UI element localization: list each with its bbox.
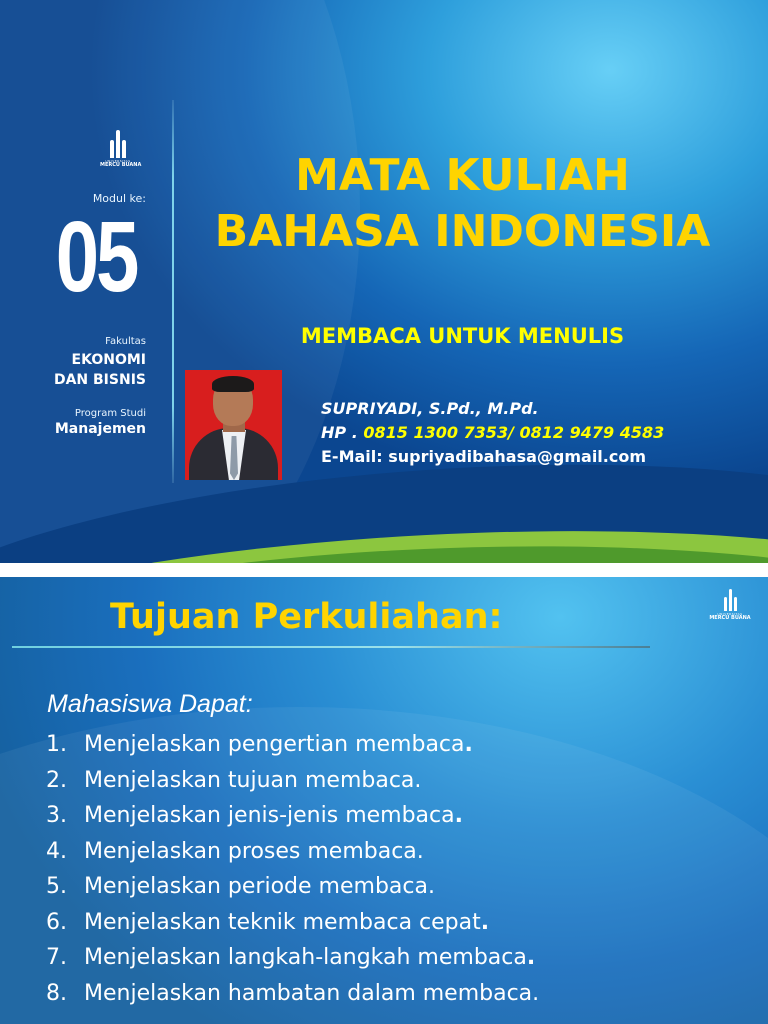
title-underline	[12, 646, 650, 648]
list-item-number: 7.	[46, 945, 67, 971]
list-item-end: .	[480, 909, 490, 935]
author-name: SUPRIYADI, S.Pd., M.Pd.	[321, 399, 539, 418]
list-item	[46, 869, 539, 905]
list-item-text: Menjelaskan jenis-jenis membaca	[84, 803, 455, 829]
objectives-list	[46, 727, 539, 1011]
logo-name: MERCU BUANA	[100, 162, 142, 169]
fakultas-label: Fakultas	[105, 336, 146, 347]
list-item-number: 2.	[46, 767, 67, 793]
list-item-end: .	[454, 803, 463, 829]
module-subtitle: MEMBACA UNTUK MENULIS	[300, 324, 625, 348]
objectives-slide	[0, 577, 768, 1024]
logo-small-text: UNIVERSITAS	[105, 159, 131, 163]
fakultas-name-line1: EKONOMI	[71, 352, 146, 368]
course-title-line1: MATA KULIAH	[295, 150, 630, 201]
list-item-end: .	[526, 945, 536, 971]
modul-number: 05	[55, 201, 137, 313]
program-label: Program Studi	[74, 408, 146, 419]
list-item-number: 1.	[46, 732, 67, 758]
list-item-text: Menjelaskan langkah-langkah membaca	[84, 945, 527, 971]
course-title	[195, 148, 730, 260]
list-item	[46, 834, 539, 870]
program-name: Manajemen	[54, 421, 146, 437]
phone-label: HP .	[321, 423, 358, 442]
author-phone	[321, 421, 664, 445]
list-item-number: 4.	[46, 838, 67, 864]
list-item-text: Menjelaskan teknik membaca cepat	[84, 909, 481, 935]
author-contact	[321, 397, 664, 469]
list-item-number: 5.	[46, 874, 67, 900]
list-item-text: Menjelaskan tujuan membaca.	[84, 767, 422, 793]
list-item-text: Menjelaskan hambatan dalam membaca.	[84, 980, 540, 1006]
list-item-number: 3.	[46, 803, 67, 829]
logo-name: MERCU BUANA	[709, 615, 751, 622]
fakultas-name	[54, 350, 146, 390]
university-logo	[100, 128, 142, 169]
university-logo	[708, 587, 752, 622]
fakultas-name-line2: DAN BISNIS	[53, 372, 146, 388]
list-item	[46, 976, 539, 1012]
list-item	[46, 727, 539, 763]
list-item-number: 8.	[46, 980, 67, 1006]
modul-label: Modul ke:	[92, 192, 146, 205]
author-email: E-Mail: supriyadibahasa@gmail.com	[321, 447, 647, 466]
list-item-number: 6.	[46, 909, 67, 935]
logo-mark-icon	[100, 128, 136, 158]
list-item-text: Menjelaskan pengertian membaca	[84, 732, 465, 758]
list-item-end: .	[464, 732, 473, 758]
logo-mark-icon	[708, 587, 752, 611]
logo-small-text: UNIVERSITAS	[717, 612, 743, 616]
author-photo	[185, 370, 282, 480]
course-title-line2: BAHASA INDONESIA	[214, 206, 711, 257]
list-item	[46, 905, 539, 941]
list-item-text: Menjelaskan proses membaca.	[84, 838, 424, 864]
phone-number: 0815 1300 7353/ 0812 9479 4583	[357, 423, 665, 442]
vertical-divider	[172, 100, 174, 483]
list-item	[46, 763, 539, 799]
list-item	[46, 940, 539, 976]
objectives-intro: Mahasiswa Dapat:	[47, 690, 253, 718]
list-item-text: Menjelaskan periode membaca.	[84, 874, 435, 900]
slide-title: Tujuan Perkuliahan:	[110, 597, 503, 637]
list-item	[46, 798, 539, 834]
